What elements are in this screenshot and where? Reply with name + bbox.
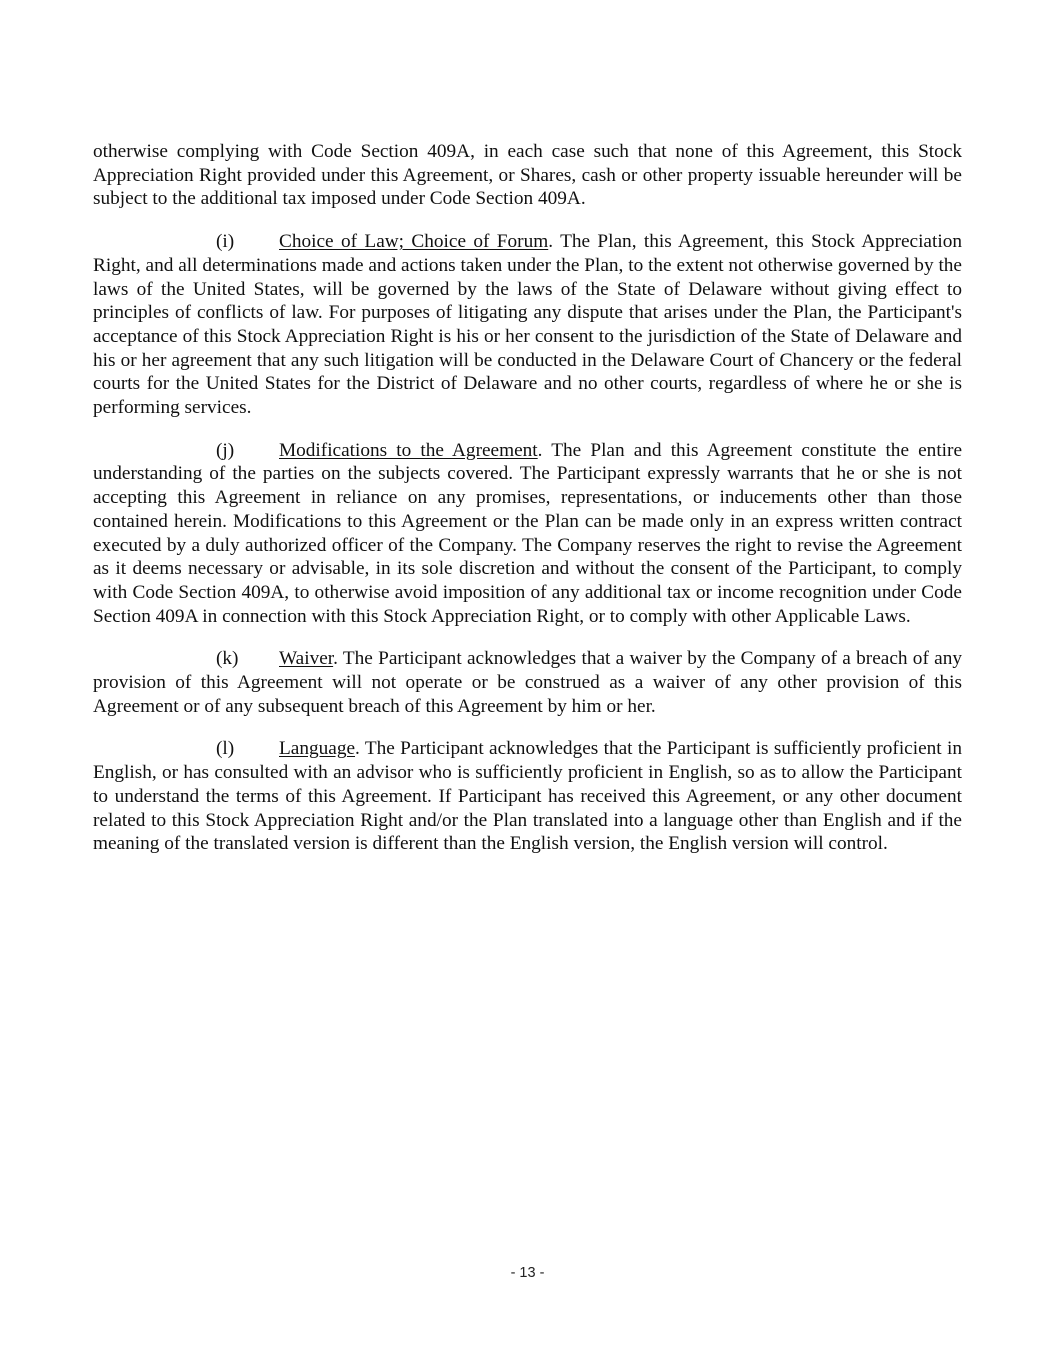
section-text: . The Participant acknowledges that the Participant is sufficiently proficient in English, or has consulted with an advisor who is sufficiently proficient in English, so as to allow the Participant to understand the terms of this Agreement. If Participant has received this Agreement, or any other document related to this Stock Appreciation Right and/or the Plan translated into a language other than English and if the meaning of the translated version is different than the English version, the English version will control. [93, 738, 962, 855]
document-body [93, 140, 962, 875]
section-text: . The Plan, this Agreement, this Stock Appreciation Right, and all determinations made and actions taken under the Plan, to the extent not otherwise governed by the laws of the United States, will be governed by the laws of the State of Delaware without giving effect to principles of conflicts of law. For purposes of litigating any dispute that arises under the Plan, the Participant's acceptance of this Stock Appreciation Right is his or her consent to the jurisdiction of the State of Delaware and his or her agreement that any such litigation will be conducted in the Delaware Court of Chancery or the federal courts for the United States for the District of Delaware and no other courts, regardless of where he or she is performing services. [93, 231, 962, 419]
section-heading: Waiver [279, 648, 334, 670]
section-language [93, 737, 962, 856]
section-modifications [93, 439, 962, 629]
section-text: . The Participant acknowledges that a waiver by the Company of a breach of any provision of this Agreement will not operate or be construed as a waiver of any other provision of this Agreement or of any subsequent breach of this Agreement by him or her. [93, 648, 962, 717]
intro-paragraph: otherwise complying with Code Section 409A, in each case such that none of this Agreement, this Stock Appreciation Right provided under this Agreement, or Shares, cash or other property issuable hereunder will be subject to the additional tax imposed under Code Section 409A. [93, 141, 962, 210]
section-marker: (j) [216, 439, 235, 461]
page-number: - 13 - [510, 1265, 545, 1281]
section-marker: (l) [216, 738, 235, 760]
section-marker: (k) [216, 648, 239, 670]
section-marker: (i) [216, 231, 235, 253]
section-heading: Choice of Law; Choice of Forum [279, 231, 549, 253]
section-waiver [93, 647, 962, 718]
section-heading: Modifications to the Agreement [279, 439, 538, 461]
section-text: . The Plan and this Agreement constitute the entire understanding of the parties on the subjects covered. The Participant expressly warrants that he or she is not accepting this Agreement in reliance on any promises, representations, or inducements other than those contained herein. Modifications to this Agreement or the Plan can be made only in an express written contract executed by a duly authorized officer of the Company. The Company reserves the right to revise the Agreement as it deems necessary or advisable, in its sole discretion and without the consent of the Participant, to comply with Code Section 409A, to otherwise avoid imposition of any additional tax or income recognition under Code Section 409A in connection with this Stock Appreciation Right, or to comply with other Applicable Laws. [93, 439, 963, 627]
section-choice-of-law [93, 230, 962, 420]
section-heading: Language [279, 738, 356, 760]
